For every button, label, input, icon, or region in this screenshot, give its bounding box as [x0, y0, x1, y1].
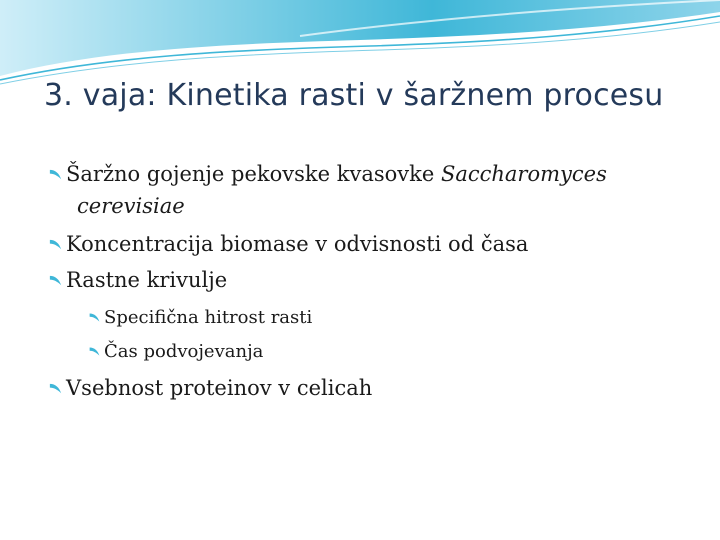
bullet-icon: [48, 237, 63, 252]
bullet-text-italic: Saccharomyces: [440, 162, 607, 186]
bullet-text: Vsebnost proteinov v celicah: [66, 376, 373, 400]
bullet-text: Specifična hitrost rasti: [104, 307, 313, 328]
sub-bullet-item-2: [88, 341, 263, 362]
bullet-text: Čas podvojevanja: [104, 341, 264, 362]
bullet-text: Rastne krivulje: [66, 268, 228, 292]
bullet-icon: [48, 167, 63, 182]
slide-title: 3. vaja: Kinetika rasti v šaržnem procesu: [44, 78, 664, 113]
bullet-item-3: [48, 268, 227, 292]
bullet-item-2: [48, 232, 528, 256]
bullet-icon: [48, 273, 63, 288]
bullet-text: Šaržno gojenje pekovske kvasovke: [66, 162, 441, 186]
sub-bullet-item-1: [88, 307, 312, 328]
bullet-item-1: [48, 162, 607, 186]
bullet-icon: [88, 311, 101, 324]
bullet-icon: [48, 381, 63, 396]
bullet-icon: [88, 345, 101, 358]
bullet-item-4: [48, 376, 372, 400]
header-wave-decoration: [0, 0, 720, 90]
bullet-continuation: cerevisiae: [77, 194, 185, 218]
bullet-text: Koncentracija biomase v odvisnosti od časa: [66, 232, 529, 256]
